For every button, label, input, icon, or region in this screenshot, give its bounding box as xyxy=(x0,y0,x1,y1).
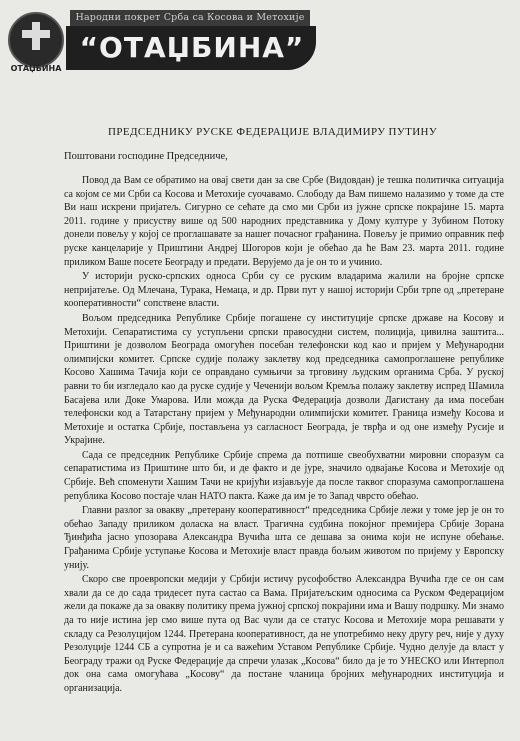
paragraph: У историји руско-српских односа Срби су се руским владарима жалили на бројне српске непријатеље. Од Млечана, Турака, Немаца, и др. Први пут у нашој историји Срби трпе од „претеране кооперативности“ сопствене власти. xyxy=(64,271,504,310)
letter-body xyxy=(64,174,504,697)
brand-logo-box xyxy=(66,26,316,70)
paragraph: Главни разлог за овакву „претерану кооперативност“ председника Србије лежи у томе јер је он то обећао Западу приликом доласка на власт. Трагична судбина покојног премијера Србије Зорана Ђинђића јасно упозорава Александра Вучића шта се дешава за онима који не испуне обећање. Грађанима Србије уступање Косова и Метохије власт правда бољим животом по пријему у Европску унију. xyxy=(64,505,504,571)
paragraph: Сада се председник Републике Србије спрема да потпише свеобухватни мировни споразум са сепаратистима из Приштине што би, и де факто и де јуре, значило одвајање Косова и Метохије од Србије. Већ споменути Хашим Тачи не кријући изјављује да после таквог споразума самопроглашена република Косово постаје члан НАТО пакта. Каже да им је то Запад чврсто обећао. xyxy=(64,449,504,502)
paragraph: Скоро све проевропски медији у Србији истичу русофобство Александра Вучића где се он сам хвали да се до сада тридесет пута састао са Вама. Пријатељским односима са Руском Федерацијом жели да покаже да за овакву политику према јужној српској покрајини има и Вашу подршку. Ми знамо да то није истина јер смо више пута од Вас чули да се статус Косова и Метохије мора решавати у складу са Резолуцијом 1244. Претерана кооперативност, да не употребимо неку другу реч, није у духу Резолуције 1244 СБ а супротна је и са важећим Уставом Републике Србије. Чудно делује да власт у Београду тражи од Руске Федерације да спречи улазак „Косова“ било да је то УНЕСКО или Интерпол док она сама омогућава „Косову“ да постане чланица бројних међународних институција и организација. xyxy=(64,574,504,694)
seal-caption: ОТАЏБИНА xyxy=(10,64,62,73)
paragraph: Вољом председника Републике Србије погашене су институције српске државе на Косову и Метохији. Сепаратистима су уступљени српски правосудни систем, полиција, цивилна заштита... Приштини је дозволом Београда омогућен посебан телефонски код као и пријем у Међународни олимпијски комитет. Српске судије полажу заклетву код председника самопроглашене републике Косово Хашима Тачија који се оправдано сумњичи за трговину људским органима Срба. У руској равни то би изгледало као да руске судије у Чеченији вољом Кремља полажу заклетву испред Шамила Басајева или Доке Умарова. Или можда да Руска Федерација дозволи Дагистану да има посебан телефонски код а Татарстану пријем у Међународни олимпијски комитет. Граница између Косова и Метохије и остатка Србије, постављена уз сагласност Београда, је тврђа и од оне између Русије и Украјине. xyxy=(64,312,504,447)
seal-cross-horizontal xyxy=(22,30,50,38)
salutation: Поштовани господине Председниче, xyxy=(64,151,228,162)
brand-name: “ОТАЏБИНА” xyxy=(79,31,305,64)
letterhead xyxy=(6,4,326,82)
paragraph: Повод да Вам се обратимо на овај свети дан за све Србе (Видовдан) је тешка политичка ситуација са којом се ми Срби са Косова и Метохије суочавамо. Слободу да Вам пишемо налазимо у томе да сте Ви наш искрени пријатељ. Сигурно се сећате да смо ми Срби из јужне српске покрајине 15. марта 2011. године у присуству више од 500 народних представника у Дому културе у Зубином Потоку донели повељу у којој се проглашавате за нашег почасног грађанина. Повељу је примио оправник пеф руске канцеларије у Приштини Андреј Шогоров који је обећао да ће Вам 23. марта 2011. године приликом Ваше посете Београду и предати. Верујемо да је он то и учинио. xyxy=(64,175,504,268)
organization-seal-logo xyxy=(8,12,64,68)
recipient-heading: ПРЕДСЕДНИКУ РУСКЕ ФЕДЕРАЦИЈЕ ВЛАДИМИРУ ПУТИНУ xyxy=(108,126,438,138)
movement-name-banner: Народни покрет Срба са Косова и Метохије xyxy=(70,10,310,26)
